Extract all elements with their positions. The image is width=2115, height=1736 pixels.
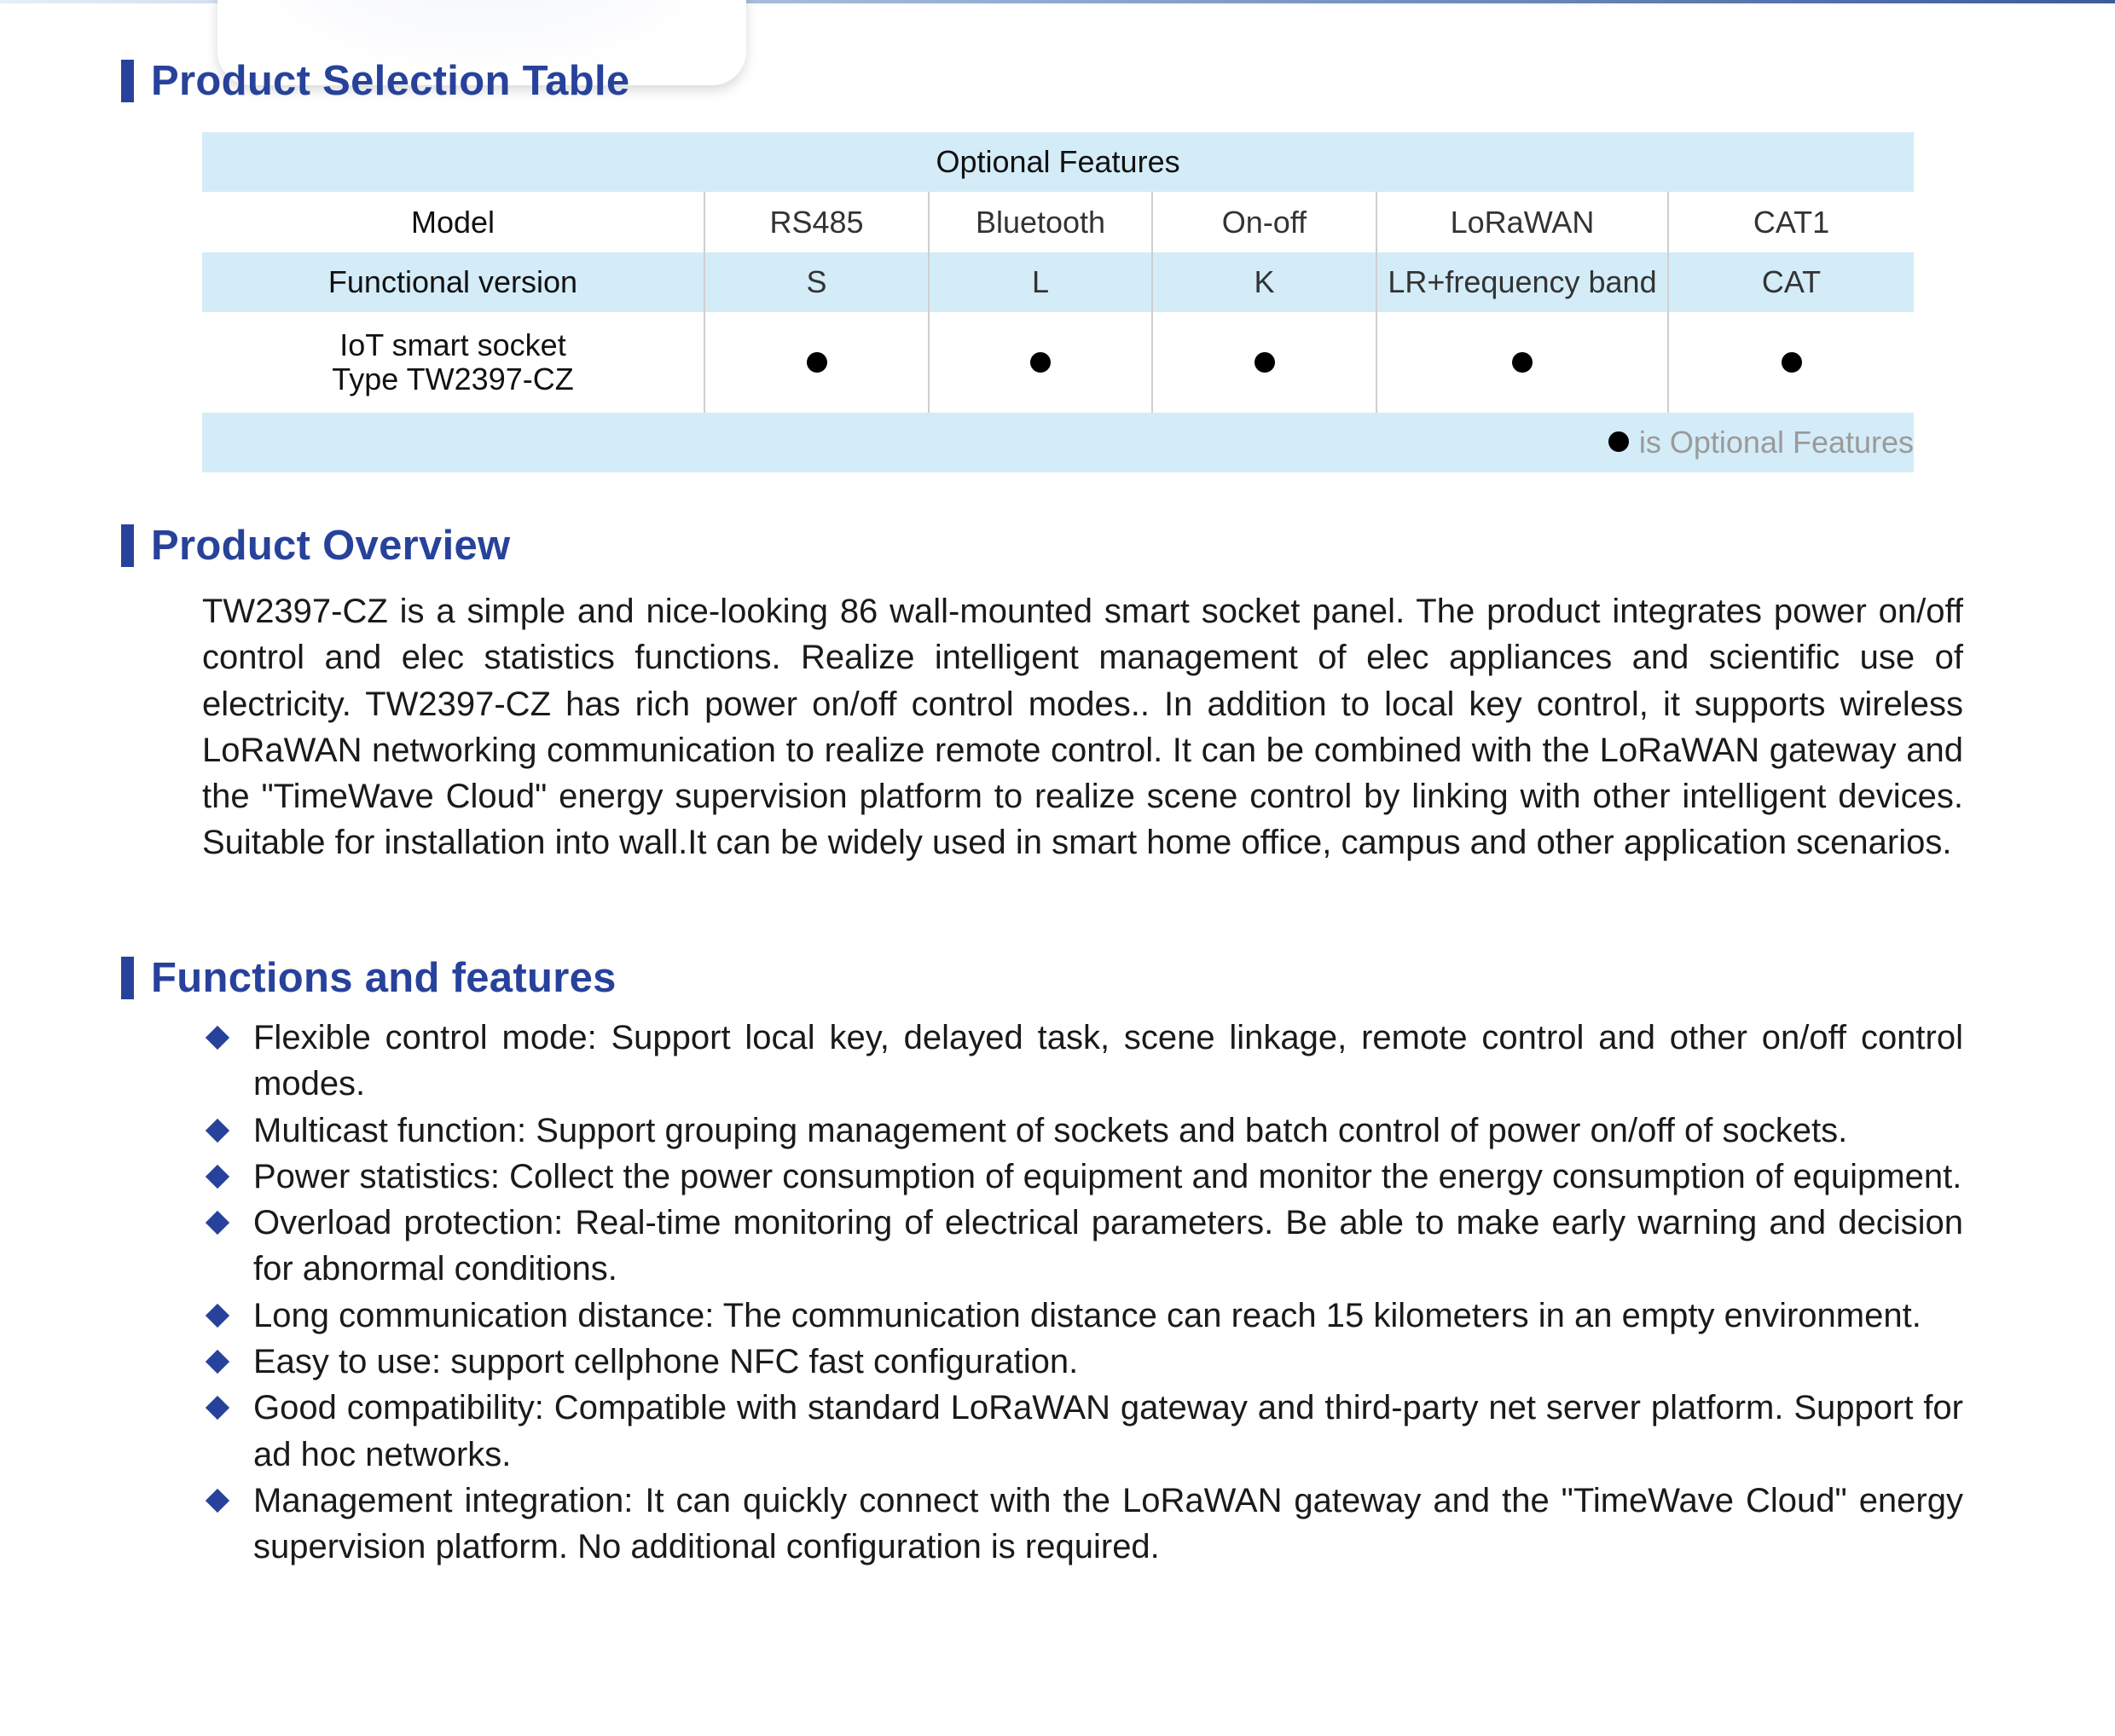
column-header: CAT1: [1668, 192, 1914, 252]
list-item: [202, 1293, 1963, 1339]
legend-dot-icon: [1608, 431, 1629, 452]
feature-text: Good compatibility: Compatible with standard LoRaWAN gateway and third-party net server platform. Support for ad hoc networks.: [253, 1389, 1963, 1473]
heading-bar: [121, 957, 134, 999]
feature-text: Multicast function: Support grouping management of sockets and batch control of power on/off of sockets.: [253, 1111, 1848, 1149]
version-cell: S: [704, 252, 929, 312]
diamond-bullet-icon: [206, 1026, 229, 1050]
model-label: Model: [202, 192, 704, 252]
legend-cell: [202, 413, 1914, 472]
table-row-optional-features: [202, 132, 1914, 192]
product-selection-table: [202, 132, 1914, 472]
diamond-bullet-icon: [206, 1211, 229, 1235]
heading-functions-features: [121, 952, 617, 1004]
diamond-bullet-icon: [206, 1489, 229, 1513]
device-name-cell: [202, 312, 704, 413]
optional-dot-icon: [807, 352, 827, 373]
heading-product-selection: [121, 55, 629, 107]
heading-text: Product Overview: [151, 523, 511, 569]
feature-text: Flexible control mode: Support local key, delayed task, scene linkage, remote control and other on/off control modes.: [253, 1019, 1963, 1103]
legend-text: is Optional Features: [1638, 425, 1915, 460]
list-item: [202, 1478, 1963, 1571]
feature-cell: [704, 312, 929, 413]
column-header: LoRaWAN: [1376, 192, 1668, 252]
version-cell: L: [929, 252, 1152, 312]
feature-text: Power statistics: Collect the power consumption of equipment and monitor the energy consumption of equipment.: [253, 1157, 1962, 1195]
feature-text: Long communication distance: The communication distance can reach 15 kilometers in an empty environment.: [253, 1296, 1921, 1334]
feature-cell: [1668, 312, 1914, 413]
feature-text: Overload protection: Real-time monitoring of electrical parameters. Be able to make early warning and decision for abnormal conditions.: [253, 1204, 1963, 1288]
list-item: [202, 1154, 1963, 1200]
list-item: [202, 1200, 1963, 1293]
optional-dot-icon: [1512, 352, 1533, 373]
optional-features-header: Optional Features: [202, 132, 1914, 192]
list-item: [202, 1015, 1963, 1108]
list-item: [202, 1385, 1963, 1478]
table-row-legend: [202, 413, 1914, 472]
list-item: [202, 1339, 1963, 1385]
heading-text: Functions and features: [151, 955, 617, 1001]
diamond-bullet-icon: [206, 1350, 229, 1374]
diamond-bullet-icon: [206, 1165, 229, 1189]
heading-bar: [121, 524, 134, 567]
heading-text: Product Selection Table: [151, 58, 630, 104]
table-row-model: [202, 192, 1914, 252]
column-header: RS485: [704, 192, 929, 252]
diamond-bullet-icon: [206, 1304, 229, 1328]
heading-product-overview: [121, 520, 510, 571]
optional-dot-icon: [1255, 352, 1275, 373]
feature-cell: [1152, 312, 1376, 413]
column-header: On-off: [1152, 192, 1376, 252]
version-cell: K: [1152, 252, 1376, 312]
diamond-bullet-icon: [206, 1396, 229, 1420]
optional-dot-icon: [1782, 352, 1802, 373]
feature-text: Management integration: It can quickly connect with the LoRaWAN gateway and the "TimeWave Cloud" energy supervision platform. No additional configuration is required.: [253, 1481, 1963, 1566]
feature-cell: [929, 312, 1152, 413]
features-list: [202, 1015, 1963, 1571]
version-cell: LR+frequency band: [1376, 252, 1668, 312]
version-cell: CAT: [1668, 252, 1914, 312]
device-name-line: IoT smart socket: [339, 327, 566, 362]
device-type-line: Type TW2397-CZ: [332, 362, 574, 396]
heading-bar: [121, 60, 134, 102]
feature-text: Easy to use: support cellphone NFC fast configuration.: [253, 1343, 1079, 1381]
feature-cell: [1376, 312, 1668, 413]
table-row-functional-version: [202, 252, 1914, 312]
table-row-device: [202, 312, 1914, 413]
diamond-bullet-icon: [206, 1118, 229, 1142]
version-label: Functional version: [202, 252, 704, 312]
column-header: Bluetooth: [929, 192, 1152, 252]
overview-paragraph: TW2397-CZ is a simple and nice-looking 86 wall-mounted smart socket panel. The product integrates power on/off control and elec statistics functions. Realize intelligent management of elec appliances and scientific use of electricity. TW2397-CZ has rich power on/off control modes.. In addition to local key control, it supports wireless LoRaWAN networking communication to realize remote control. It can be combined with the LoRaWAN gateway and the "TimeWave Cloud" energy supervision platform to realize scene control by linking with other intelligent devices. Suitable for installation into wall.It can be widely used in smart home office, campus and other application scenarios.: [202, 593, 1963, 862]
optional-dot-icon: [1030, 352, 1051, 373]
list-item: [202, 1108, 1963, 1154]
